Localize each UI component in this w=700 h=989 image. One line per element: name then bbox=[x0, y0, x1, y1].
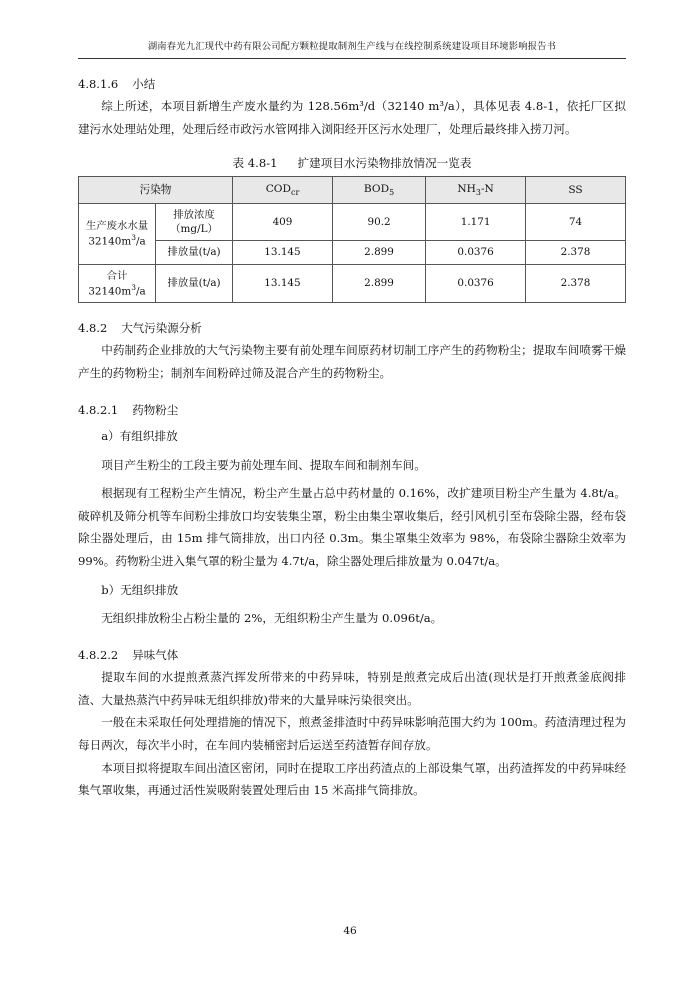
table-caption-number: 表 4.8-1 bbox=[232, 155, 278, 170]
cell-cod: 409 bbox=[233, 204, 333, 241]
cell-bod: 2.899 bbox=[332, 264, 425, 303]
section-heading-4816 bbox=[78, 75, 626, 93]
paragraph-a2: 根据现有工程粉尘产生情况，粉尘产生量占总中药材量的 0.16%，改扩建项目粉尘产生量为 4.8t/a。破碎机及筛分机等车间粉尘排放口均安装集尘罩，粉尘由集尘罩收集后，经引风机引至布袋除尘器，经布袋除尘器处理后，由 15m 排气筒排放，出口内径 0.3m。集尘罩集尘效率为 98%，布袋除尘器除尘效率为 99%。药物粉尘进入集气罩的粉尘量为 4.7t/a，除尘器处理后排放量为 0.047t/a。 bbox=[78, 486, 626, 568]
table-header-row bbox=[79, 176, 626, 204]
cell-bod: 90.2 bbox=[332, 204, 425, 241]
section-heading-4822 bbox=[78, 646, 626, 664]
cell-nh3n: 0.0376 bbox=[426, 264, 526, 303]
section-title: 药物粉尘 bbox=[132, 402, 179, 417]
header-bod bbox=[332, 176, 425, 204]
header-bod-text: BOD bbox=[363, 182, 390, 195]
page-content bbox=[78, 40, 626, 802]
paragraph-b1: 无组织排放粉尘占粉尘量的 2%，无组织粉尘产生量为 0.096t/a。 bbox=[101, 611, 443, 626]
cell-cod: 13.145 bbox=[233, 241, 333, 264]
header-nh3-sub: 3 bbox=[475, 187, 481, 197]
table-header bbox=[79, 176, 626, 204]
row-item-name: 排放量(t/a) bbox=[156, 241, 233, 264]
section-title: 小结 bbox=[132, 76, 156, 91]
header-cod-sub: cr bbox=[291, 187, 300, 197]
paragraph-item-a: a）有组织排放 bbox=[101, 429, 178, 444]
section-title: 异味气体 bbox=[132, 647, 179, 662]
running-header: 湖南春光九汇现代中药有限公司配方颗粒提取制剂生产线与在线控制系统建设项目环境影响报告书 bbox=[78, 40, 626, 59]
row-label-line1: 合计 bbox=[106, 269, 128, 282]
cell-ss: 2.378 bbox=[526, 241, 626, 264]
header-nh3n bbox=[426, 176, 526, 204]
header-ss: SS bbox=[526, 176, 626, 204]
page-number: 46 bbox=[343, 925, 357, 937]
section-heading-4821 bbox=[78, 401, 626, 419]
row-label-line1: 生产废水水量 bbox=[85, 220, 149, 233]
table-row bbox=[79, 264, 626, 303]
table-body bbox=[79, 204, 626, 303]
paragraph-item-b: b）无组织排放 bbox=[101, 582, 179, 597]
cell-ss: 74 bbox=[526, 204, 626, 241]
table-caption bbox=[78, 155, 626, 171]
section-number: 4.8.1.6 bbox=[78, 76, 119, 91]
header-cod bbox=[233, 176, 333, 204]
table-caption-title: 扩建项目水污染物排放情况一览表 bbox=[297, 155, 472, 170]
water-pollutant-table bbox=[78, 176, 626, 304]
table-row bbox=[79, 204, 626, 241]
cell-ss: 2.378 bbox=[526, 264, 626, 303]
header-bod-sub: 5 bbox=[389, 187, 395, 197]
cell-cod: 13.145 bbox=[233, 264, 333, 303]
row-item-name: 排放量(t/a) bbox=[156, 264, 233, 303]
row-label-line2: $32140m^3/a$ bbox=[88, 233, 146, 248]
cell-nh3n: 0.0376 bbox=[426, 241, 526, 264]
cell-bod: 2.899 bbox=[332, 241, 425, 264]
paragraph-odor-3: 本项目拟将提取车间出渣区密闭，同时在提取工序出药渣点的上部设集气罩，出药渣挥发的中药异味经集气罩收集，再通过活性炭吸附装置处理后由 15 米高排气筒排放。 bbox=[78, 760, 626, 798]
paragraph-summary: 综上所述，本项目新增生产废水量约为 128.56m³/d（32140 m³/a），具体见表 4.8-1，依托厂区拟建污水处理站处理，处理后经市政污水管网排入浏阳经开区污水处理厂，处理后最终排入捞刀河。 bbox=[78, 99, 626, 136]
section-heading-482 bbox=[78, 319, 626, 337]
table-row bbox=[79, 241, 626, 264]
paragraph-air-intro: 中药制药企业排放的大气污染物主要有前处理车间原药材切制工序产生的药物粉尘；提取车间喷雾干燥产生的药物粉尘；制剂车间粉碎过筛及混合产生的药物粉尘。 bbox=[78, 343, 626, 381]
section-number: 4.8.2.2 bbox=[78, 647, 119, 662]
header-cod-text: COD bbox=[265, 182, 291, 195]
row-item-name: 排放浓度（mg/L） bbox=[156, 204, 233, 241]
section-title: 大气污染源分析 bbox=[121, 321, 202, 336]
header-nh3-text: NH bbox=[457, 182, 476, 195]
cell-nh3n: 1.171 bbox=[426, 204, 526, 241]
row-label-total bbox=[79, 264, 156, 303]
row-label-production bbox=[79, 204, 156, 264]
paragraph-a1: 项目产生粉尘的工段主要为前处理车间、提取车间和制剂车间。 bbox=[101, 457, 426, 472]
row-label-line2: $32140m^3/a$ bbox=[88, 282, 146, 298]
header-nh3-tail: -N bbox=[480, 182, 494, 195]
paragraph-odor-1: 提取车间的水提煎煮蒸汽挥发所带来的中药异味，特别是煎煮完成后出渣(现状是打开煎煮釜底阀排渣、大量热蒸汽中药异味无组织排放)带来的大量异味污染很突出。 bbox=[78, 670, 626, 707]
section-number: 4.8.2 bbox=[78, 321, 108, 336]
paragraph-odor-2: 一般在未采取任何处理措施的情况下，煎煮釜排渣时中药异味影响范围大约为 100m。药渣清理过程为每日两次，每次半小时，在车间内装桶密封后运送至药渣暂存间存放。 bbox=[78, 715, 626, 752]
section-number: 4.8.2.1 bbox=[78, 402, 119, 417]
header-pollutant: 污染物 bbox=[79, 176, 233, 204]
